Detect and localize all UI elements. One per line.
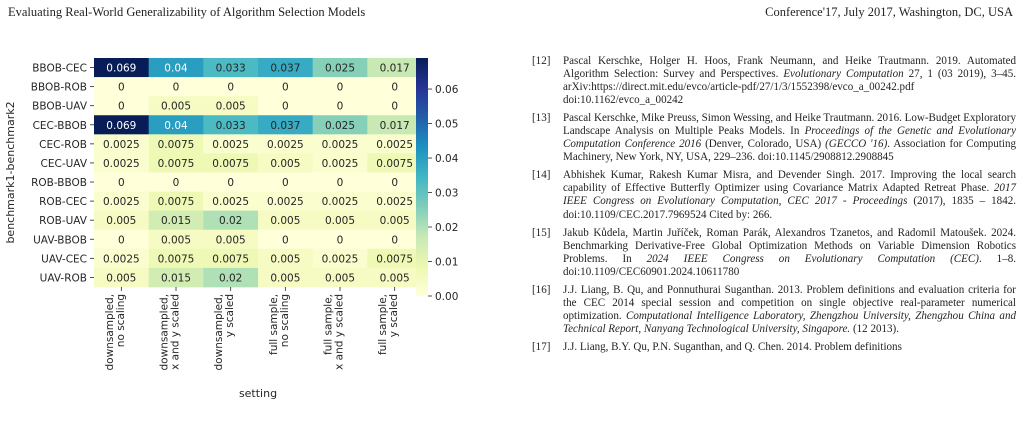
cell-value-label: 0.0075 [157,157,195,170]
cell-value-label: 0 [172,81,180,94]
reference-text: Pascal Kerschke, Holger H. Hoos, Frank Neumann, and Heike Trautmann. 2019. Automated Algorithm Selection: Survey and Perspectives. [563,55,1016,81]
cell-value-label: 0.0025 [321,138,359,151]
cell-value-label: 0.005 [324,215,356,228]
colorbar-tick-label: 0.00 [435,291,459,303]
cell-value-label: 0.0025 [321,196,359,209]
cell-value-label: 0 [117,234,125,247]
cell-value-label: 0.015 [160,272,192,285]
running-venue: Conference'17, July 2017, Washington, DC, USA [765,5,1013,19]
column-tick-label: y scaled [388,293,401,338]
row-tick-label: ROB-BBOB [31,177,87,190]
cell-value-label: 0.0025 [102,196,140,209]
reference-text: . Association for Computing Machinery, New York, NY, USA, 229–236. doi:10.1145/2908812.2908845 [563,138,1016,164]
reference-text: Abhishek Kumar, Rakesh Kumar Misra, and Devender Singh. 2017. Improving the local search capability of Effective Butterfly Optimizer using Covariance Matrix Adapted Retreat Phase. [563,169,1016,195]
cell-value-label: 0 [391,100,399,113]
column-tick-label: downsampled, [213,293,226,371]
cell-value-label: 0 [117,100,125,113]
column-tick-label: no scaling [114,293,127,348]
cell-value-label: 0.0075 [157,138,195,151]
cell-value-label: 0.0025 [102,157,140,170]
reference-entry [532,169,1016,221]
cell-value-label: 0.015 [160,215,192,228]
cell-value-label: 0.0025 [266,138,304,151]
cell-value-label: 0.04 [164,62,188,75]
cell-value-label: 0.0025 [212,196,250,209]
cell-value-label: 0.033 [215,119,246,132]
cell-value-label: 0 [117,81,125,94]
cell-value-label: 0.037 [270,62,301,75]
reference-text: J.J. Liang, B.Y. Qu, P.N. Suganthan, and Q. Chen. 2014. Problem definitions [563,340,902,353]
cell-value-label: 0.005 [270,157,301,170]
cell-value-label: 0.0025 [266,196,304,209]
reference-venue-text: Evolutionary Computation [783,68,904,81]
column-tick-label: full sample, [377,293,390,356]
cell-value-label: 0.0025 [376,138,414,151]
reference-entry [532,341,1016,354]
reference-venue-text: Computational Intelligence Laboratory, Zhengzhou University, Zhengzhou China and Technical Report, Nanyang Technological University, Singapore. [563,309,1016,335]
row-tick-label: UAV-CEC [41,253,87,266]
reference-text: (2017), 1835 – 1842. doi:10.1109/CEC.2017.7969524 Cited by: 266. [563,195,1016,221]
reference-venue-text: (GECCO '16) [825,138,888,151]
cell-value-label: 0.04 [164,119,188,132]
cell-value-label: 0.005 [324,272,356,285]
cell-value-label: 0 [172,177,180,190]
reference-number: [12] [532,55,551,67]
reference-entry [532,112,1016,164]
cell-value-label: 0.005 [215,100,246,113]
cell-value-label: 0 [282,100,289,113]
cell-value-label: 0 [391,177,399,190]
reference-text: 27, 1 (03 2019), 3–45. arXiv:https://direct.mit.edu/evco/article-pdf/27/1/3/1552398/evco_a_00242.pdf doi:10.1162/evco_a_00242 [563,68,1016,107]
colorbar-tick-label: 0.06 [435,84,459,97]
cell-value-label: 0.0075 [376,157,414,170]
cell-value-label: 0.0025 [102,253,140,266]
cell-value-label: 0.0025 [376,196,414,209]
cell-value-label: 0.0075 [157,196,195,209]
cell-value-label: 0.0075 [212,253,250,266]
row-tick-label: CEC-ROB [39,138,87,151]
cell-value-label: 0 [336,234,344,247]
column-tick-label: x and y scaled [169,293,182,370]
column-tick-label: y scaled [224,293,237,338]
row-tick-label: BBOB-ROB [30,81,87,94]
cell-value-label: 0.005 [379,215,410,228]
row-tick-label: BBOB-CEC [32,62,87,75]
reference-number: [17] [532,340,551,353]
cell-value-label: 0 [391,234,399,247]
column-tick-label: no scaling [278,293,291,348]
reference-text: . 1–8. doi:10.1109/CEC60901.2024.10611780 [563,252,1016,278]
cell-value-label: 0 [336,100,344,113]
reference-venue-text: 2017 IEEE Congress on Evolutionary Computation, CEC 2017 - Proceedings [563,182,1016,208]
reference-number: [15] [532,226,551,239]
cell-value-label: 0 [336,177,344,190]
cell-value-label: 0 [336,81,344,94]
cell-value-label: 0.005 [379,272,410,285]
reference-text: J.J. Liang, B. Qu, and Ponnuthurai Suganthan. 2013. Problem definitions and evaluation criteria for the CEC 2014 special session and competition on single objective real-parameter numerical optimization. [563,283,1016,322]
cell-value-label: 0 [227,177,235,190]
row-tick-label: UAV-BBOB [33,234,87,247]
cell-value-label: 0.005 [160,100,192,113]
cell-value-label: 0.0025 [321,253,359,266]
column-tick-label: full sample, [322,293,335,356]
column-tick-label: downsampled, [158,293,171,371]
cell-value-label: 0 [391,81,399,94]
reference-venue-text: Proceedings of the Genetic and Evolutionary Computation Conference 2016 [563,125,1016,151]
cell-value-label: 0 [117,177,125,190]
cell-value-label: 0.025 [324,119,356,132]
cell-value-label: 0.033 [215,62,246,75]
colorbar-tick-label: 0.02 [435,222,459,235]
reference-venue-text: 2024 IEEE Congress on Evolutionary Computation (CEC) [646,252,979,265]
cell-value-label: 0.0075 [212,157,250,170]
reference-entry [532,284,1016,336]
cell-value-label: 0.005 [106,215,137,228]
reference-number: [16] [532,283,551,296]
cell-value-label: 0 [282,177,289,190]
cell-value-label: 0.005 [160,234,192,247]
cell-value-label: 0.005 [270,253,301,266]
reference-number: [14] [532,169,551,182]
row-tick-label: UAV-ROB [39,272,87,285]
cell-value-label: 0.025 [324,62,356,75]
reference-entry [532,55,1016,107]
cell-value-label: 0 [282,234,289,247]
y-axis-label: benchmark1-benchmark2 [4,101,17,244]
cell-value-label: 0.0075 [157,253,195,266]
cell-value-label: 0 [227,81,235,94]
reference-entry [532,227,1016,279]
cell-value-label: 0.017 [379,62,410,75]
cell-value-label: 0.037 [270,119,301,132]
row-tick-label: ROB-CEC [39,196,87,209]
cell-value-label: 0.0025 [212,138,250,151]
references-list [532,55,1016,359]
colorbar-tick-label: 0.01 [435,256,459,269]
cell-value-label: 0.005 [270,215,301,228]
reference-number: [13] [532,112,551,125]
cell-value-label: 0.069 [106,119,137,132]
colorbar-tick-label: 0.04 [435,153,459,166]
cell-value-label: 0.02 [218,215,243,228]
cell-value-label: 0.005 [270,272,301,285]
reference-text: Jakub Kůdela, Martin Juříček, Roman Parák, Alexandros Tzanetos, and Radomil Matoušek. 2024. Benchmarking Derivative-Free Global Optimization Methods on Variable Dimension Robotics Problems. In [563,226,1016,265]
cell-value-label: 0.0025 [321,157,359,170]
cell-value-label: 0.005 [215,234,246,247]
row-tick-label: CEC-UAV [40,157,87,170]
running-title: Evaluating Real-World Generalizability of Algorithm Selection Models [8,5,366,19]
column-tick-label: x and y scaled [333,293,346,370]
colorbar-tick-label: 0.03 [435,187,459,200]
cell-value-label: 0.0025 [102,138,140,151]
cell-value-label: 0.02 [218,272,243,285]
row-tick-label: ROB-UAV [39,215,87,228]
cell-value-label: 0.069 [106,62,137,75]
colorbar [416,58,428,296]
reference-text: (12 2013). [850,322,899,335]
cell-value-label: 0 [282,81,289,94]
column-tick-label: downsampled, [103,293,116,371]
cell-value-label: 0.017 [379,119,410,132]
column-tick-label: full sample, [267,293,280,356]
row-tick-label: BBOB-UAV [32,100,87,113]
reference-text: Pascal Kerschke, Mike Preuss, Simon Wessing, and Heike Trautmann. 2016. Low-Budget Exploratory Landscape Analysis on Multiple Peaks Models. In [563,112,1016,138]
cell-value-label: 0.005 [106,272,137,285]
reference-text: (Denver, Colorado, USA) [701,138,826,151]
cell-value-label: 0.0075 [376,253,414,266]
colorbar-tick-label: 0.05 [435,118,459,131]
x-axis-label: setting [238,387,278,400]
row-tick-label: CEC-BBOB [32,119,87,132]
